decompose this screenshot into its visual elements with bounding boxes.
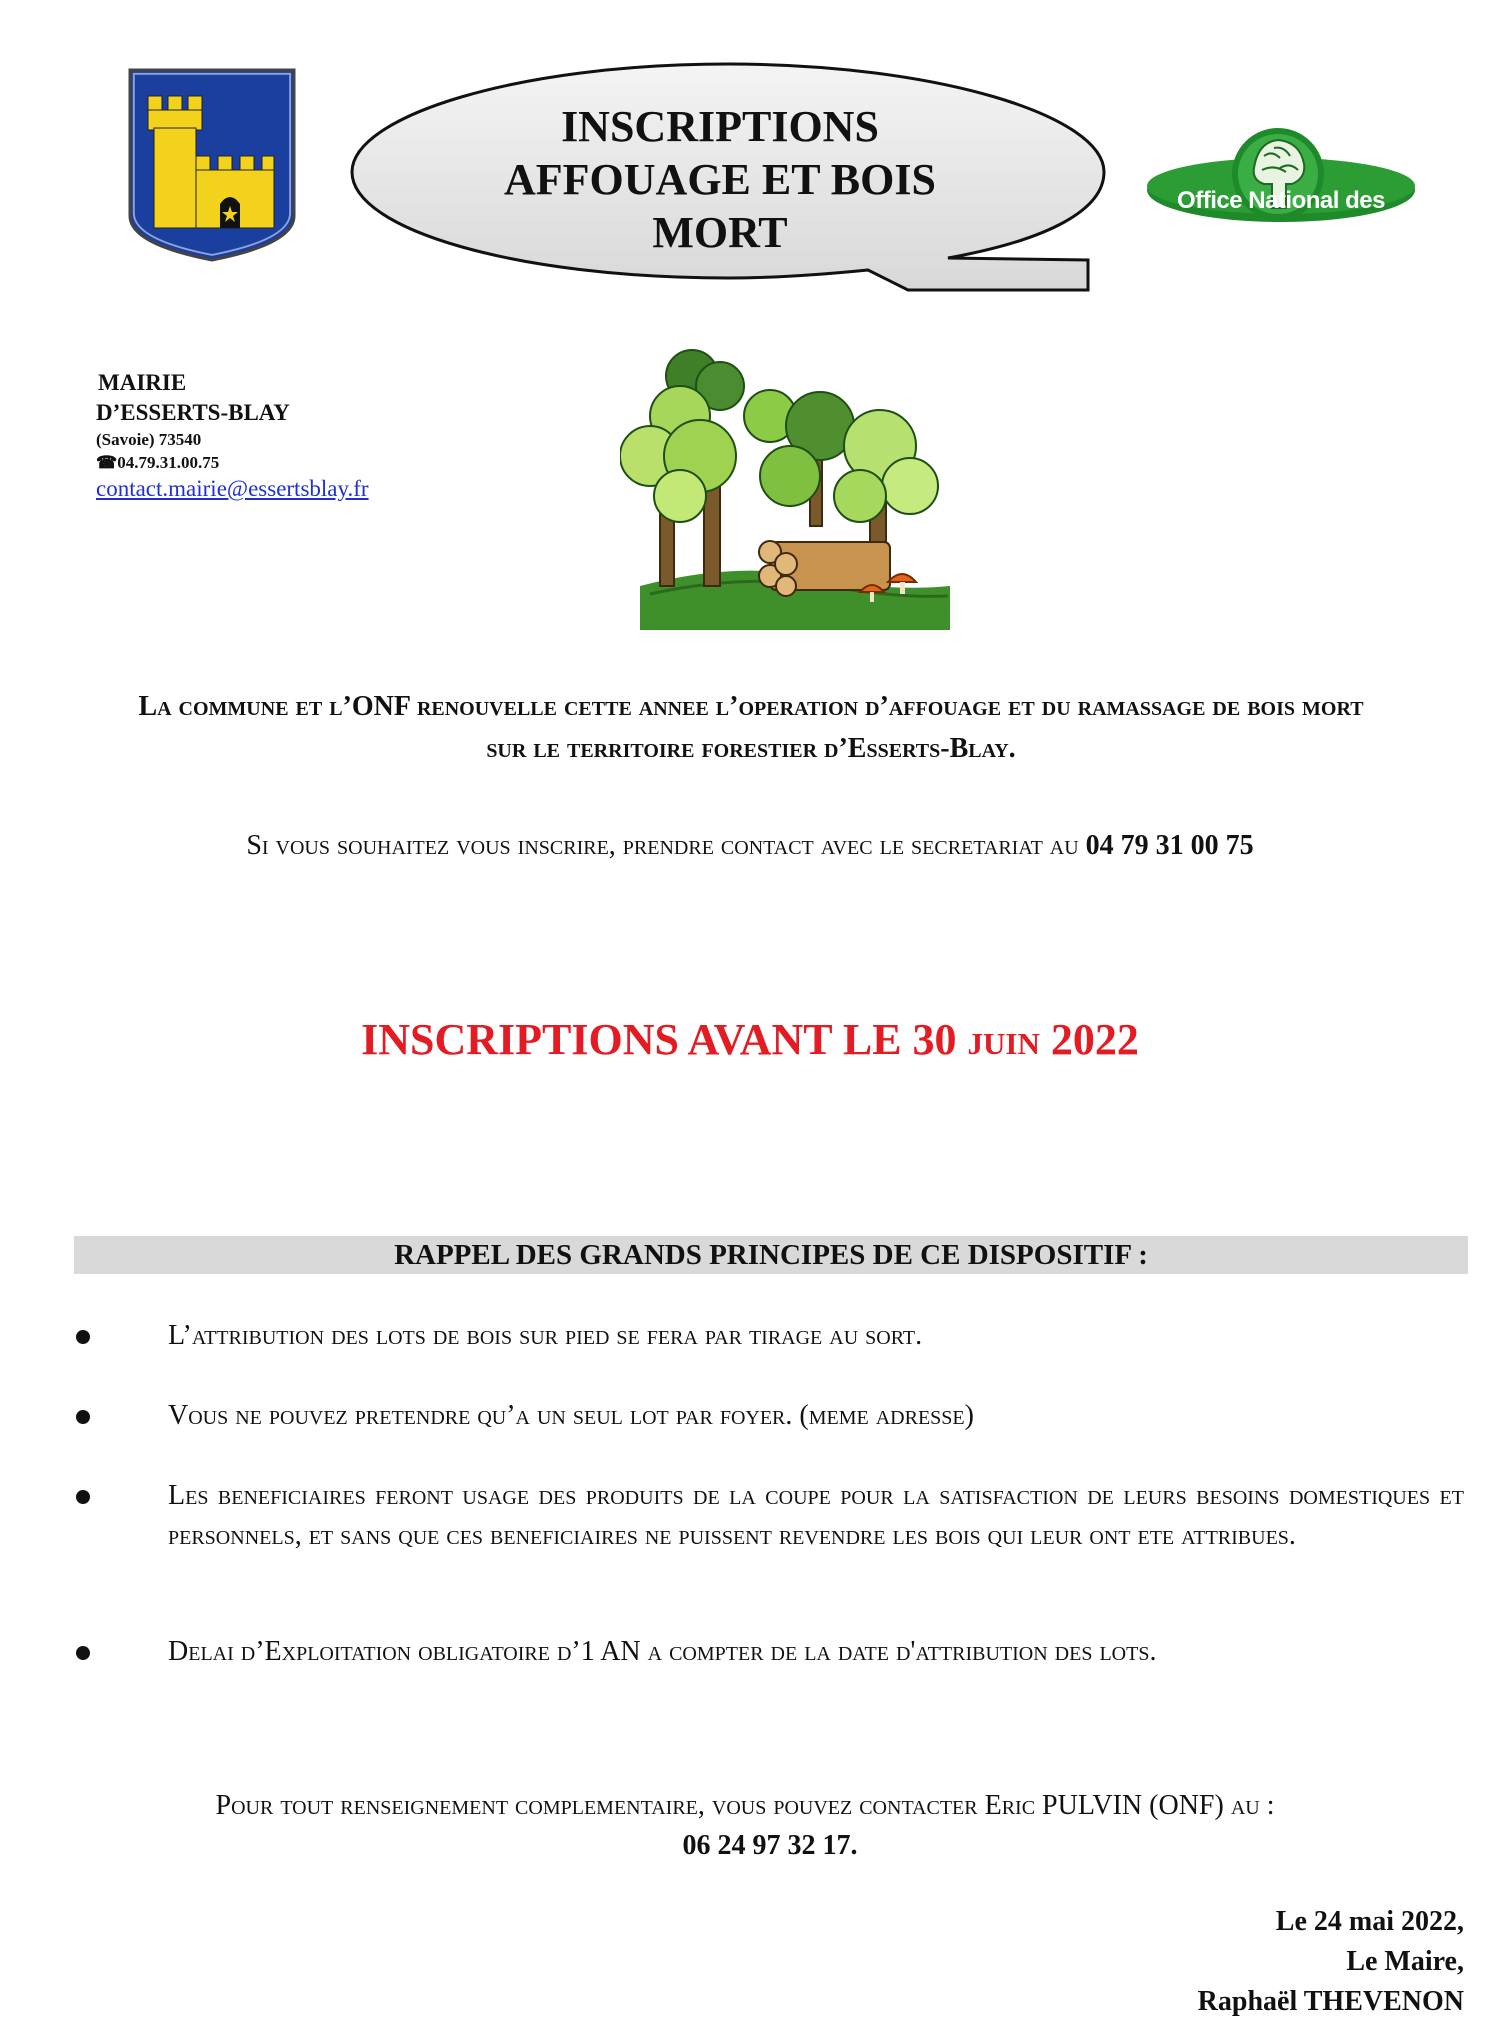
mairie-phone [96,451,369,474]
onf-contact-phone: 06 24 97 32 17. [682,1830,858,1861]
page-title: INSCRIPTIONS AFFOUAGE ET BOIS MORT [504,102,936,257]
contact-text: Si vous souhaitez vous inscrire, prendre contact avec le secretariat au [246,830,1079,861]
deadline-notice: INSCRIPTIONS AVANT LE 30 juin 2022 [361,1015,1139,1064]
bullet-icon [76,1330,90,1344]
signature-name: Raphaël THEVENON [1197,1986,1464,2017]
forest-illustration [620,346,956,630]
rappel-item-2: Vous ne pouvez pretendre qu’a un seul lot par foyer. (meme adresse) [168,1400,974,1431]
bullet-icon [76,1410,90,1424]
bullet-icon [76,1490,90,1504]
rappel-item-3: Les beneficiaires feront usage des produits de la coupe pour la satisfaction de leurs besoins domestiques et personnels, et sans que ces beneficiaires ne puissent revendre les bois qui leur ont ete attribues. [168,1480,1464,1551]
mairie-line-3: (Savoie) 73540 [96,430,202,449]
rappel-item-1: L’attribution des lots de bois sur pied se fera par tirage au sort. [168,1320,923,1351]
rappel-item-4: Delai d’Exploitation obligatoire d’1 AN a compter de la date d'attribution des lots. [168,1636,1157,1667]
signature-block [1198,1902,1464,2022]
signature-date: Le 24 mai 2022, [1275,1906,1464,1937]
footer-info: Pour tout renseignement complementaire, vous pouvez contacter Eric PULVIN (ONF) au : [215,1790,1275,1821]
crest-logo [126,66,298,262]
rappel-title: RAPPEL DES GRANDS PRINCIPES DE CE DISPOSITIF : [394,1239,1148,1271]
mairie-line-1: MAIRIE [98,370,187,395]
onf-logo-text: Office National des Forêts [1177,187,1385,250]
secretariat-phone: 04 79 31 00 75 [1085,830,1254,861]
bullet-icon [76,1646,90,1660]
intro-paragraph: La commune et l’ONF renouvelle cette annee l’operation d’affouage et du ramassage de bois mort sur le territoire forestier d’Esserts-Blay. [138,691,1364,764]
contact-line [80,828,1420,864]
telephone-icon: ☎ [96,453,118,472]
mairie-phone-number: 04.79.31.00.75 [117,453,220,472]
mairie-email-link[interactable]: contact.mairie@essertsblay.fr [96,476,369,501]
signature-role: Le Maire, [1346,1946,1464,1977]
mairie-address [96,368,369,504]
mairie-line-2: D’ESSERTS-BLAY [96,400,290,425]
